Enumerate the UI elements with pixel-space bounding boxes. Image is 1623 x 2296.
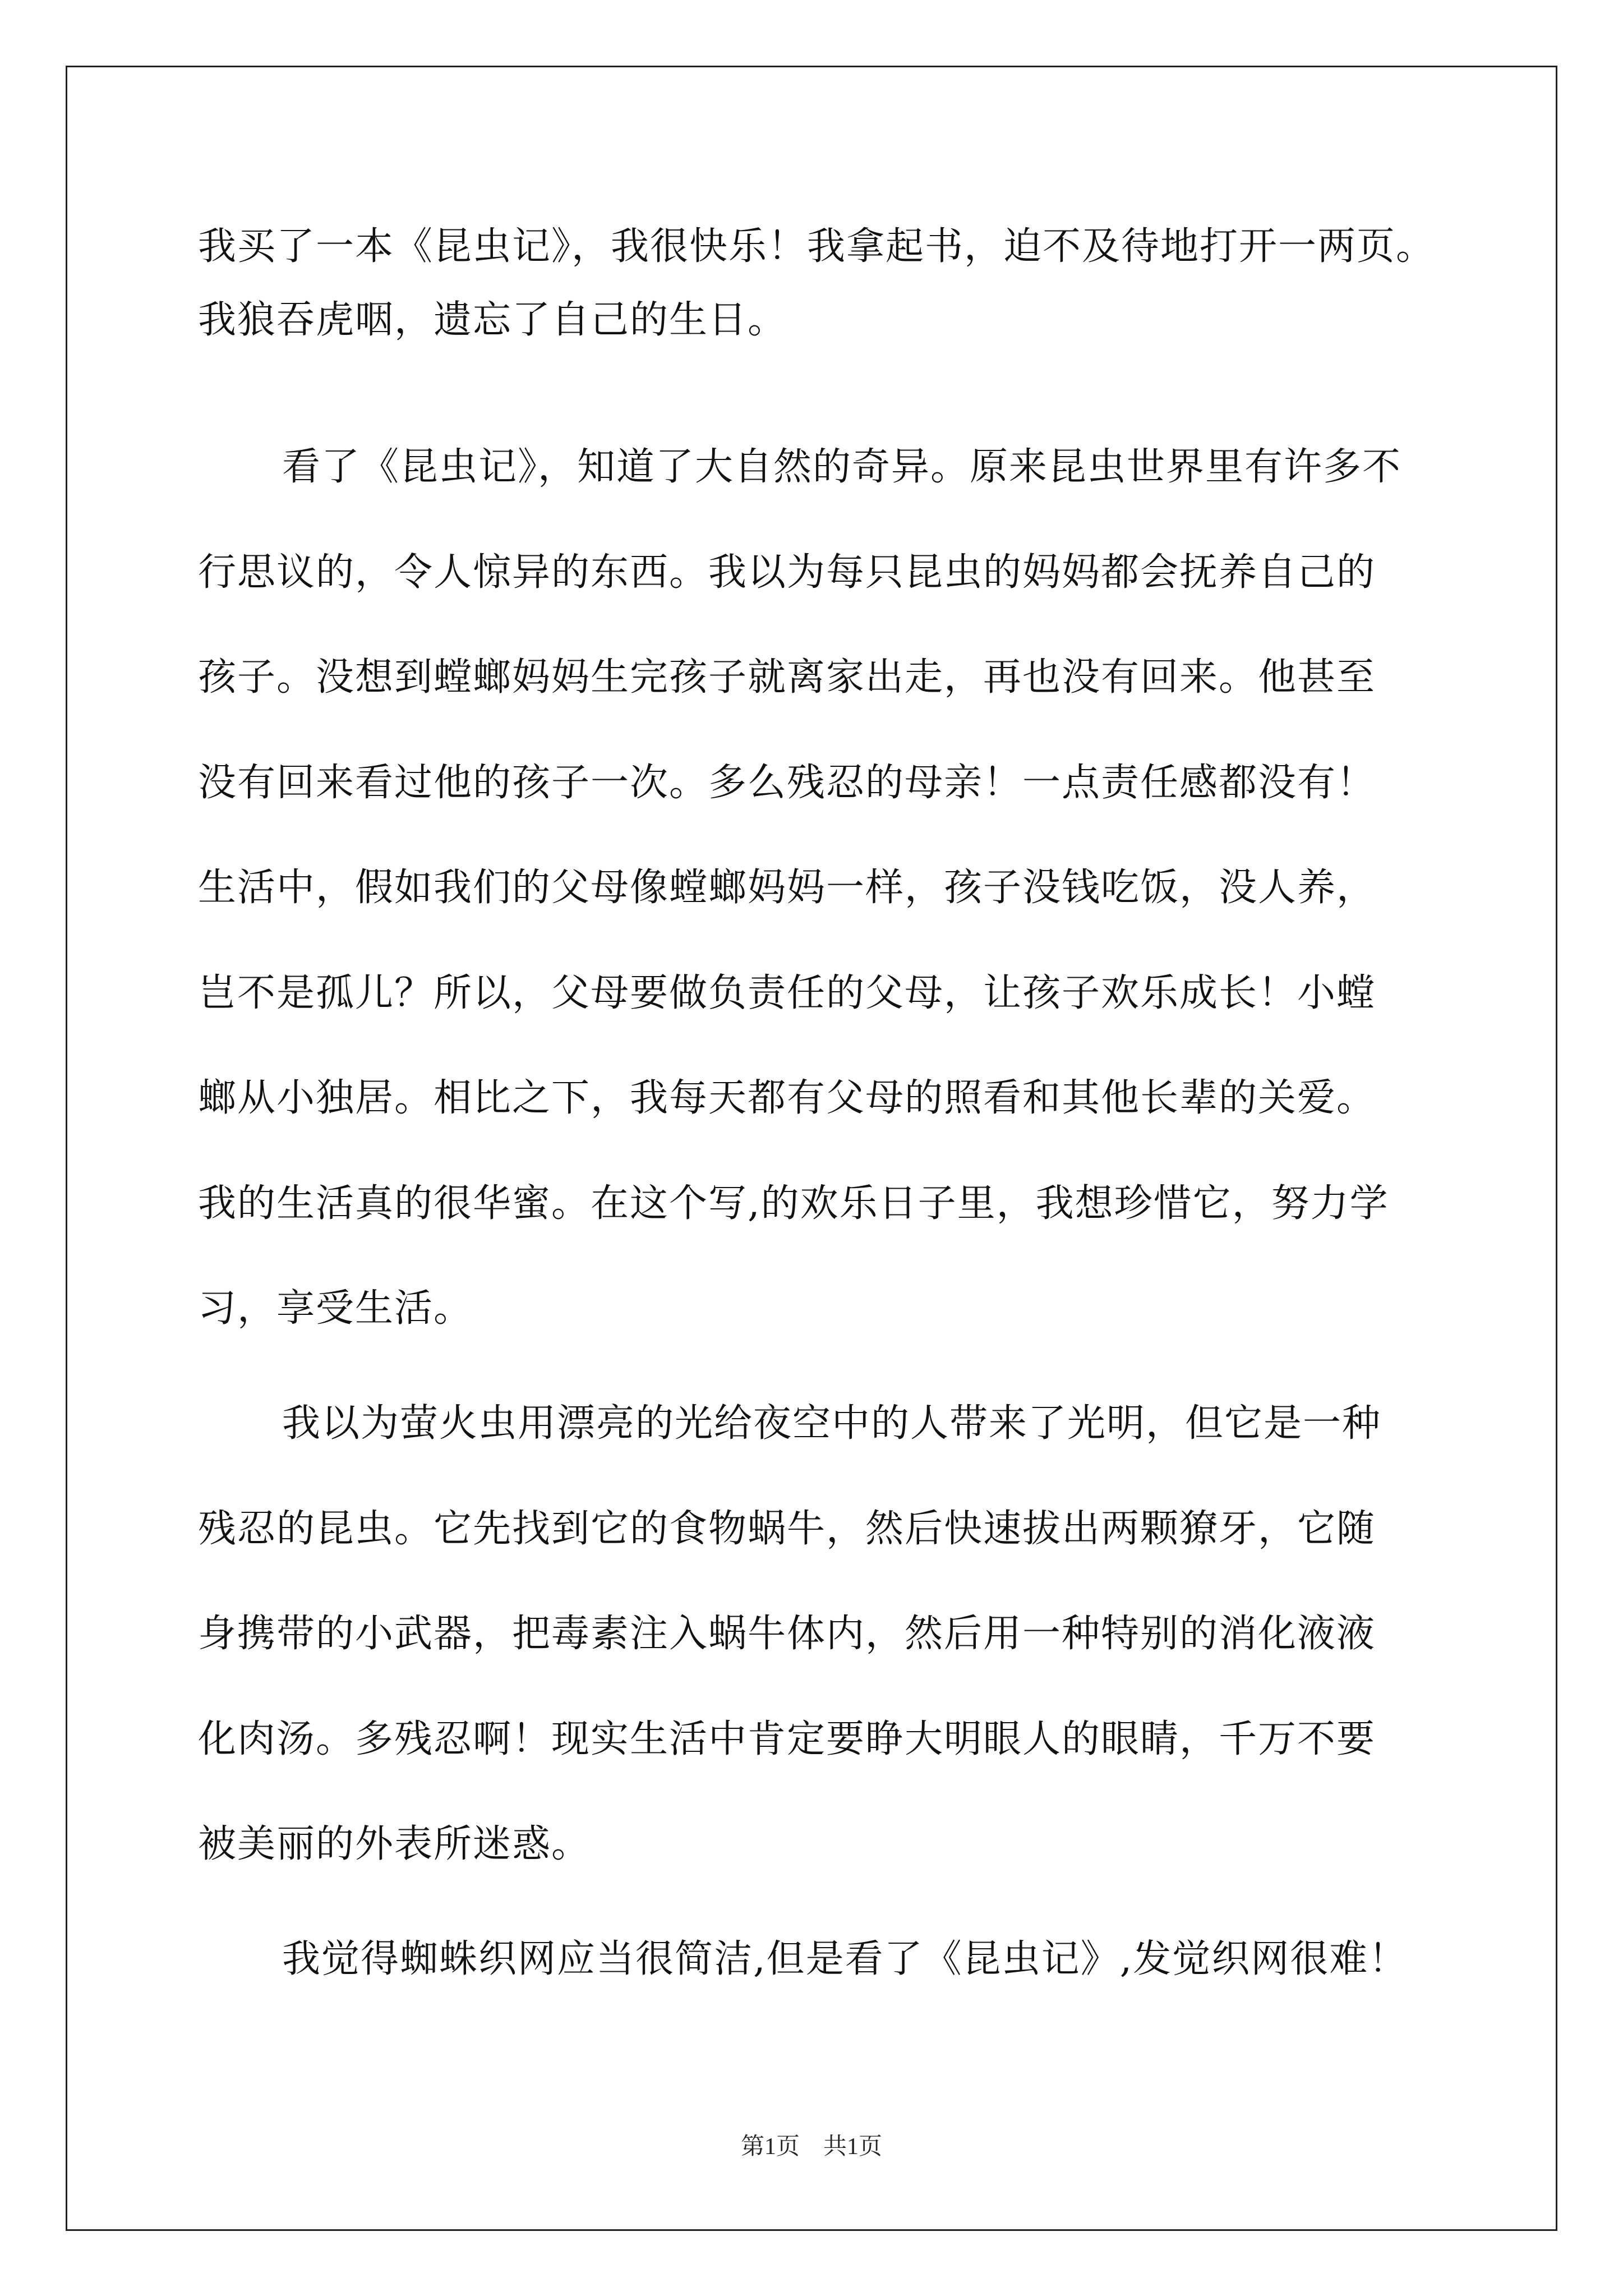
text-line: 我以为萤火虫用漂亮的光给夜空中的人带来了光明，但它是一种 [282, 1401, 1382, 1446]
page-border [66, 66, 1557, 2231]
text-line: 残忍的昆虫。它先找到它的食物蜗牛，然后快速拔出两颗獠牙，它随 [198, 1507, 1376, 1551]
text-line: 生活中，假如我们的父母像螳螂妈妈一样，孩子没钱吃饭，没人养， [198, 866, 1376, 910]
text-line: 没有回来看过他的孩子一次。多么残忍的母亲！一点责任感都没有！ [198, 761, 1376, 805]
text-line: 被美丽的外表所迷惑。 [198, 1822, 591, 1866]
text-line: 行思议的，令人惊异的东西。我以为每只昆虫的妈妈都会抚养自己的 [198, 550, 1376, 595]
text-line: 看了《昆虫记》，知道了大自然的奇异。原来昆虫世界里有许多不 [282, 445, 1402, 489]
text-line: 我买了一本《昆虫记》，我很快乐！我拿起书，迫不及待地打开一两页。 [198, 224, 1436, 269]
text-line: 化肉汤。多残忍啊！现实生活中肯定要睁大明眼人的眼睛，千万不要 [198, 1717, 1376, 1761]
text-line: 习，享受生活。 [198, 1286, 473, 1331]
text-line: 身携带的小武器，把毒素注入蜗牛体内，然后用一种特别的消化液液 [198, 1612, 1376, 1656]
text-line: 我觉得蜘蛛织网应当很简洁,但是看了《昆虫记》,发觉织网很难！ [282, 1937, 1408, 1981]
text-line: 我的生活真的很华蜜。在这个写,的欢乐日子里，我想珍惜它，努力学 [198, 1181, 1389, 1226]
text-line: 孩子。没想到螳螂妈妈生完孩子就离家出走，再也没有回来。他甚至 [198, 655, 1376, 700]
text-line: 岂不是孤儿？所以，父母要做负责任的父母，让孩子欢乐成长！小螳 [198, 971, 1376, 1015]
page-number: 第1页 共1页 [740, 2134, 882, 2160]
text-line: 螂从小独居。相比之下，我每天都有父母的照看和其他长辈的关爱。 [198, 1076, 1376, 1120]
text-line: 我狼吞虎咽，遗忘了自己的生日。 [198, 298, 787, 342]
